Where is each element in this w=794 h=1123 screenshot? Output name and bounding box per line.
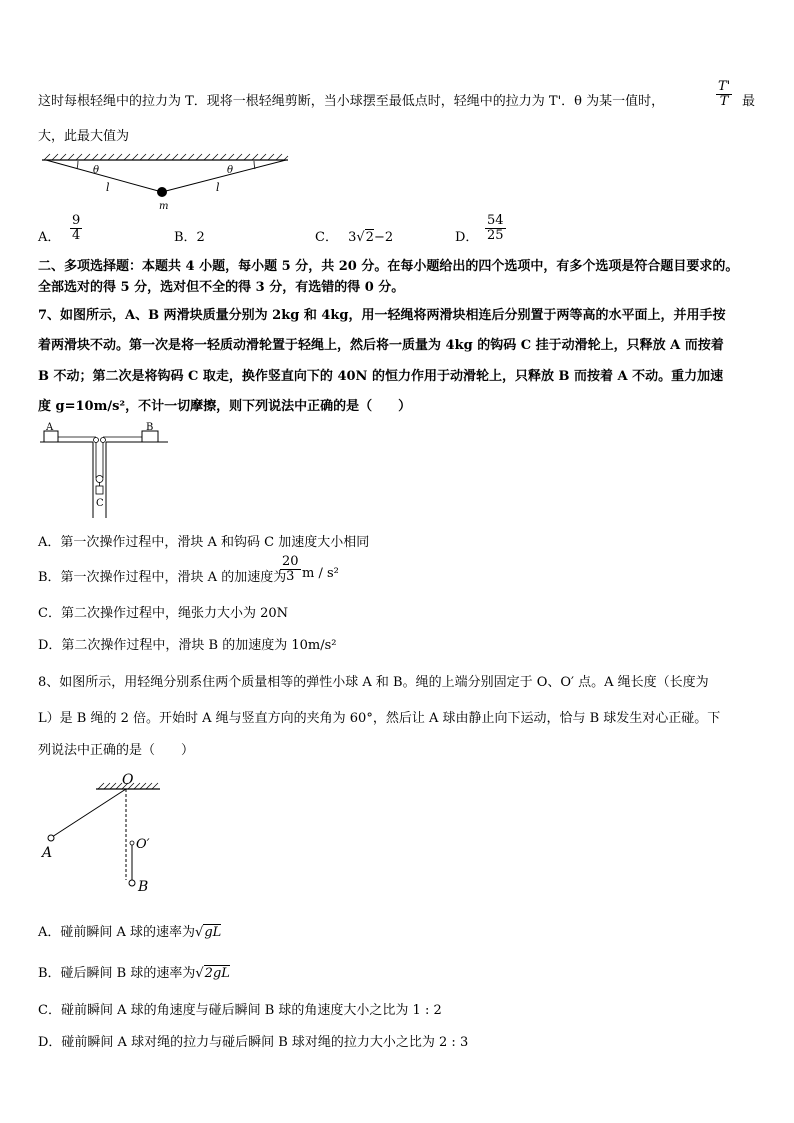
q7-option-b-num: 20 bbox=[282, 554, 299, 569]
q8-ball-b bbox=[129, 880, 135, 886]
q8-pivot-o-prime bbox=[130, 841, 134, 845]
q6-line2: 大，此最大值为 bbox=[38, 129, 130, 144]
q8-label-o-prime: O′ bbox=[136, 837, 150, 852]
q8-option-b-radicand: 2gL bbox=[204, 966, 230, 981]
q6-ratio-denominator: T bbox=[719, 94, 729, 109]
q7-label-c: C bbox=[96, 498, 104, 509]
q7-option-c: C．第二次操作过程中，绳张力大小为 20N bbox=[38, 606, 288, 621]
q6-figure bbox=[38, 152, 293, 214]
q7-figure bbox=[38, 422, 173, 522]
q6-line1-text: 这时每根轻绳中的拉力为 T．现将一根轻绳剪断，当小球摆至最低点时，轻绳中的拉力为 T'．θ 为某一值时， bbox=[38, 94, 665, 109]
q8-option-b-text: B．碰后瞬间 B 球的速率为 bbox=[38, 966, 196, 981]
q6-l-left-label: l bbox=[106, 181, 110, 194]
q6-left-angle-arc bbox=[77, 161, 78, 169]
q6-option-d bbox=[455, 226, 478, 245]
q6-option-a-den: 4 bbox=[72, 228, 81, 243]
q8-option-a: A．碰前瞬间 A 球的速率为√gL bbox=[38, 925, 222, 940]
q6-option-d-fraction bbox=[485, 214, 506, 243]
q6-option-d-den: 25 bbox=[487, 228, 504, 243]
q6-theta-right-label: θ bbox=[227, 165, 234, 176]
q6-option-a bbox=[38, 226, 60, 245]
q8-option-b: B．碰后瞬间 B 球的速率为√2gL bbox=[38, 966, 230, 981]
q6-ceiling-hatch bbox=[44, 154, 288, 160]
q7-weight-c bbox=[96, 486, 103, 494]
q6-option-a-label: A． bbox=[38, 230, 61, 245]
q8-label-o: O bbox=[122, 772, 134, 788]
q7-option-b-den: 3 bbox=[286, 569, 295, 584]
q8-label-a: A bbox=[42, 845, 53, 861]
q7-line4: 度 g=10m/s²，不计一切摩擦，则下列说法中正确的是（ ） bbox=[38, 399, 412, 414]
q7-pulley-left bbox=[94, 438, 99, 443]
q6-option-a-fraction bbox=[70, 214, 82, 243]
q6-theta-left-label: θ bbox=[93, 165, 100, 176]
q8-label-b: B bbox=[138, 879, 149, 895]
q6-m-label: m bbox=[159, 201, 169, 212]
q7-option-a: A．第一次操作过程中，滑块 A 和钩码 C 加速度大小相同 bbox=[38, 535, 370, 550]
q7-label-a: A bbox=[46, 422, 54, 433]
q6-ratio bbox=[716, 80, 732, 109]
q7-line3: B 不动；第二次是将钩码 C 取走，换作竖直向下的 40N 的恒力作用于动滑轮上，只释放 B 而按着 A 不动。重力加速 bbox=[38, 369, 724, 384]
q6-option-d-num: 54 bbox=[487, 213, 504, 228]
q7-option-b bbox=[38, 566, 286, 585]
q6-right-rope bbox=[162, 160, 286, 192]
q8-option-d: D．碰前瞬间 A 球对绳的拉力与碰后瞬间 B 球对绳的拉力大小之比为 2 : 3 bbox=[38, 1035, 469, 1050]
q6-option-c-post: −2 bbox=[373, 230, 394, 245]
q7-option-b-text: B．第一次操作过程中，滑块 A 的加速度为 bbox=[38, 570, 287, 585]
q6-l-right-label: l bbox=[216, 181, 220, 194]
q8-line3: 列说法中正确的是（ ） bbox=[38, 743, 195, 758]
q6-line1-end: 最 bbox=[742, 94, 756, 109]
q6-left-rope bbox=[46, 160, 162, 192]
q6-option-c-label: C． bbox=[315, 230, 338, 245]
q7-option-b-fraction bbox=[280, 555, 301, 584]
q8-line2: L）是 B 绳的 2 倍。开始时 A 绳与竖直方向的夹角为 60°，然后让 A 球由静止向下运动，恰与 B 球发生对心正碰。下 bbox=[38, 711, 721, 726]
q6-option-c: C． 3√2−2 bbox=[315, 230, 394, 245]
q6-ball bbox=[157, 187, 167, 197]
q7-option-b-unit: m / s² bbox=[302, 566, 339, 581]
q8-figure bbox=[38, 770, 168, 898]
q8-rope-a bbox=[52, 789, 126, 837]
q8-option-a-text: A．碰前瞬间 A 球的速率为 bbox=[38, 925, 196, 940]
q7-moving-pulley bbox=[96, 476, 103, 483]
q6-line1 bbox=[38, 90, 664, 109]
q6-option-c-radicand: 2 bbox=[365, 230, 374, 245]
section2-line2: 全部选对的得 5 分，选对但不全的得 3 分，有选错的得 0 分。 bbox=[38, 280, 405, 295]
q6-option-a-num: 9 bbox=[72, 213, 81, 228]
q6-option-c-coef: 3 bbox=[348, 230, 357, 245]
q8-ball-a bbox=[48, 835, 54, 841]
q7-pulley-right bbox=[101, 438, 106, 443]
q7-label-b: B bbox=[146, 422, 154, 433]
q8-option-a-radicand: gL bbox=[204, 925, 222, 940]
q8-option-c: C．碰前瞬间 A 球的角速度与碰后瞬间 B 球的角速度大小之比为 1 : 2 bbox=[38, 1003, 442, 1018]
q6-option-b: B．2 bbox=[174, 230, 205, 245]
q7-line2: 着两滑块不动。第一次是将一轻质动滑轮置于轻绳上，然后将一质量为 4kg 的钩码 C 挂于动滑轮上，只释放 A 而按着 bbox=[38, 338, 724, 353]
q6-option-d-label: D． bbox=[455, 230, 479, 245]
q8-line1: 8、如图所示，用轻绳分别系住两个质量相等的弹性小球 A 和 B。绳的上端分别固定于 O、O′ 点。A 绳长度（长度为 bbox=[38, 675, 709, 690]
q6-ratio-numerator: T' bbox=[718, 79, 731, 94]
q7-line1: 7、如图所示，A、B 两滑块质量分别为 2kg 和 4kg，用一轻绳将两滑块相连后分别置于两等高的水平面上，并用手按 bbox=[38, 308, 726, 323]
section2-line1: 二、多项选择题：本题共 4 小题，每小题 5 分，共 20 分。在每小题给出的四个选项中，有多个选项是符合题目要求的。 bbox=[38, 259, 739, 274]
q7-option-d: D．第二次操作过程中，滑块 B 的加速度为 10m/s² bbox=[38, 638, 337, 653]
